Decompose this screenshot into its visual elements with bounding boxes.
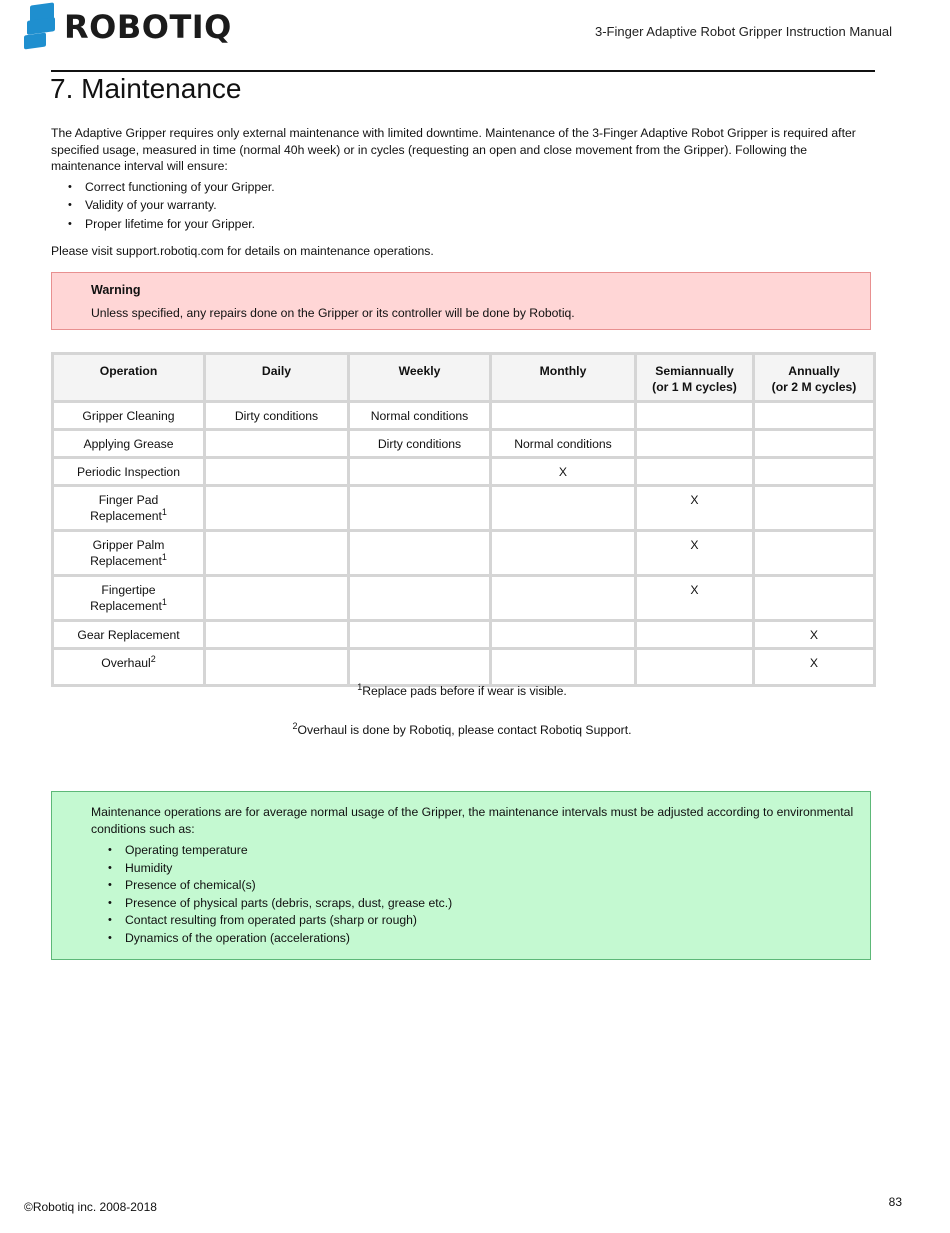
footnote-marker: 1: [161, 551, 167, 562]
header-semiannually: Semiannually (or 1 M cycles): [636, 354, 754, 402]
header-weekly: Weekly: [349, 354, 491, 402]
annual-cell: X: [754, 649, 875, 686]
table-row: [53, 402, 875, 430]
operation-cell: Gripper Cleaning: [53, 402, 205, 430]
monthly-cell: [491, 649, 636, 686]
support-visit-text: Please visit support.robotiq.com for details on maintenance operations.: [51, 244, 434, 258]
monthly-cell: [491, 621, 636, 649]
header-annually: Annually (or 2 M cycles): [754, 354, 875, 402]
daily-cell: [205, 621, 349, 649]
intro-block: [51, 125, 873, 234]
operation-cell: Fingertipe Replacement$^1$: [53, 576, 205, 621]
semiannual-cell: X: [636, 531, 754, 576]
footnote-marker: 1: [357, 681, 363, 692]
table-row: [53, 430, 875, 458]
semiannual-cell: [636, 621, 754, 649]
annual-cell: [754, 576, 875, 621]
operation-cell: Overhaul$^2$: [53, 649, 205, 686]
daily-cell: [205, 531, 349, 576]
footnote-marker: 1: [161, 506, 167, 517]
footnote-1: $^1$Replace pads before if wear is visible.: [357, 681, 567, 698]
operation-cell: Gear Replacement: [53, 621, 205, 649]
list-item: • Presence of chemical(s): [125, 877, 452, 894]
list-item: • Correct functioning of your Gripper.: [85, 179, 873, 196]
semiannual-cell: [636, 402, 754, 430]
weekly-cell: Normal conditions: [349, 402, 491, 430]
weekly-cell: [349, 531, 491, 576]
benefits-list: [51, 179, 873, 233]
annual-cell: X: [754, 621, 875, 649]
daily-cell: [205, 430, 349, 458]
footnote-marker: 2: [150, 653, 156, 664]
weekly-cell: [349, 458, 491, 486]
list-item: • Humidity: [125, 860, 452, 877]
header-daily: Daily: [205, 354, 349, 402]
table-row: [53, 576, 875, 621]
intro-paragraph: The Adaptive Gripper requires only external maintenance with limited downtime. Maintenance of the 3-Finger Adaptive Robot Gripper is required after specified usage, measured in time (normal 40h week) or in cycles (requesting an open and close movement from the Gripper). Following the maintenance interval will ensure:: [51, 126, 856, 173]
semiannual-cell: [636, 458, 754, 486]
page-number: 83: [888, 1195, 902, 1209]
table-header-row: [53, 354, 875, 402]
monthly-cell: [491, 402, 636, 430]
table-row: [53, 621, 875, 649]
footnote-2: $^2$Overhaul is done by Robotiq, please contact Robotiq Support.: [292, 720, 632, 737]
header-monthly: Monthly: [491, 354, 636, 402]
robotiq-logo: [24, 4, 232, 50]
warning-box: [51, 272, 871, 330]
copyright-text: ©Robotiq inc. 2008-2018: [24, 1200, 157, 1214]
list-item: • Dynamics of the operation (accelerations): [125, 930, 452, 947]
document-title: 3-Finger Adaptive Robot Gripper Instruction Manual: [595, 24, 892, 39]
header-operation: Operation: [53, 354, 205, 402]
table-row: [53, 649, 875, 686]
annual-cell: [754, 430, 875, 458]
logo-text: ROBOTIQ: [64, 8, 232, 46]
operation-cell: Finger Pad Replacement$^1$: [53, 486, 205, 531]
header-rule: [51, 70, 875, 72]
annual-cell: [754, 531, 875, 576]
table-row: [53, 531, 875, 576]
list-item: • Contact resulting from operated parts (sharp or rough): [125, 912, 452, 929]
weekly-cell: [349, 649, 491, 686]
monthly-cell: [491, 531, 636, 576]
footnote-marker: 2: [292, 720, 298, 731]
note-box: [51, 791, 871, 960]
footnote-marker: 1: [161, 596, 167, 607]
semiannual-cell: [636, 430, 754, 458]
weekly-cell: [349, 621, 491, 649]
list-item: • Proper lifetime for your Gripper.: [85, 216, 873, 233]
semiannual-cell: X: [636, 486, 754, 531]
monthly-cell: X: [491, 458, 636, 486]
daily-cell: [205, 486, 349, 531]
semiannual-cell: X: [636, 576, 754, 621]
daily-cell: [205, 458, 349, 486]
daily-cell: [205, 576, 349, 621]
section-title: 7. Maintenance: [50, 73, 242, 104]
table-row: [53, 486, 875, 531]
list-item: • Validity of your warranty.: [85, 197, 873, 214]
monthly-cell: [491, 486, 636, 531]
annual-cell: [754, 486, 875, 531]
list-item: • Presence of physical parts (debris, scraps, dust, grease etc.): [125, 895, 452, 912]
weekly-cell: [349, 576, 491, 621]
conditions-list: [91, 842, 452, 947]
daily-cell: Dirty conditions: [205, 402, 349, 430]
list-item: • Operating temperature: [125, 842, 452, 859]
table-row: [53, 458, 875, 486]
warning-body: Unless specified, any repairs done on the Gripper or its controller will be done by Robotiq.: [91, 306, 575, 320]
annual-cell: [754, 458, 875, 486]
maintenance-table: [51, 352, 876, 687]
operation-cell: Periodic Inspection: [53, 458, 205, 486]
monthly-cell: Normal conditions: [491, 430, 636, 458]
annual-cell: [754, 402, 875, 430]
operation-cell: Applying Grease: [53, 430, 205, 458]
weekly-cell: [349, 486, 491, 531]
robotiq-logo-icon: [24, 4, 62, 50]
warning-title: Warning: [91, 283, 141, 297]
daily-cell: [205, 649, 349, 686]
monthly-cell: [491, 576, 636, 621]
semiannual-cell: [636, 649, 754, 686]
weekly-cell: Dirty conditions: [349, 430, 491, 458]
note-text: Maintenance operations are for average normal usage of the Gripper, the maintenance intervals must be adjusted according to environmental conditions such as:: [91, 805, 854, 836]
operation-cell: Gripper Palm Replacement$^1$: [53, 531, 205, 576]
